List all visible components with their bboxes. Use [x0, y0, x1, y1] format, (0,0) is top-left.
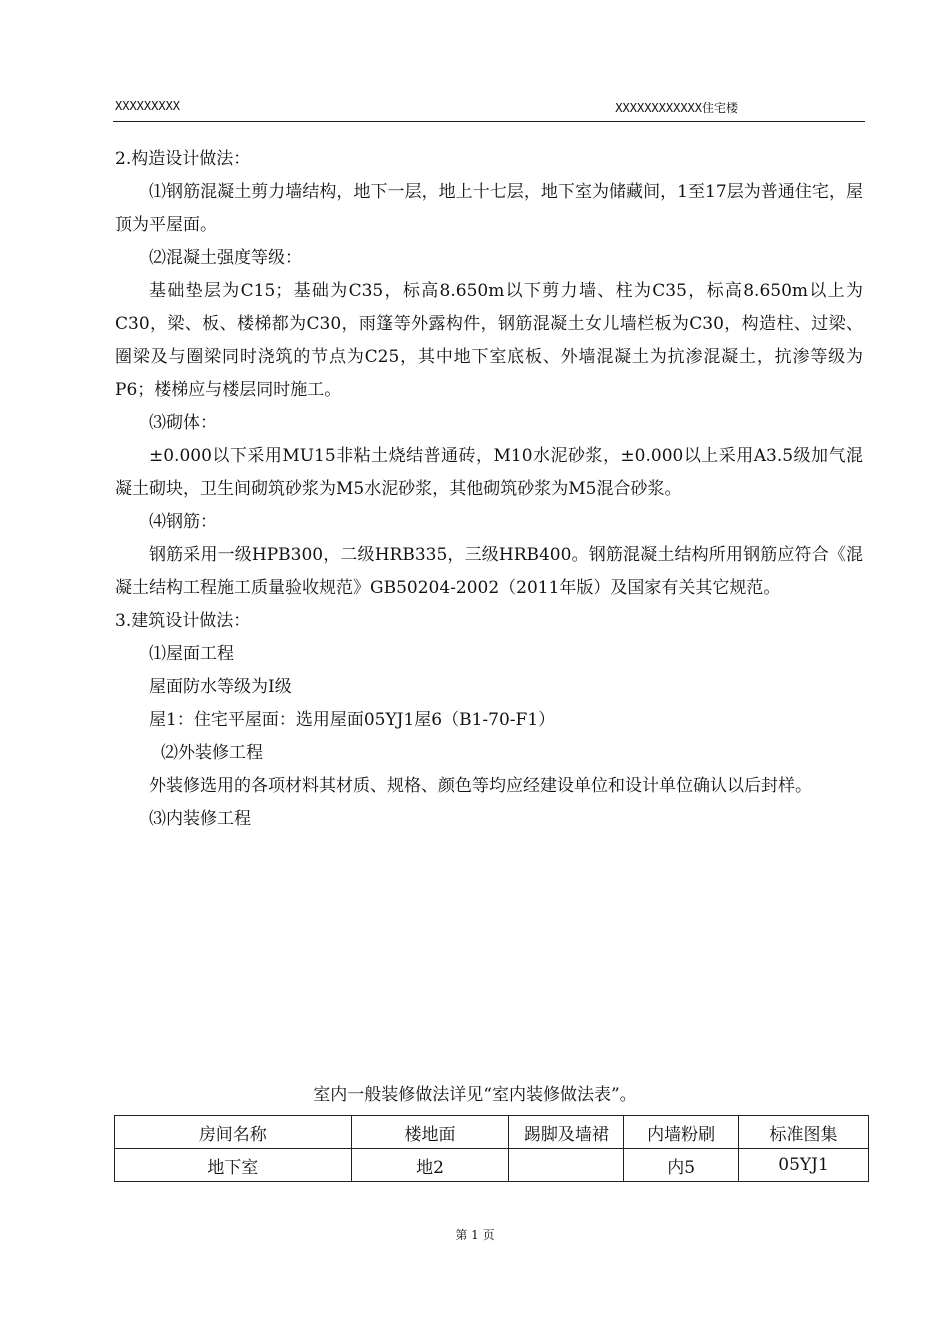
table-cell: 地下室 — [115, 1149, 352, 1182]
document-body — [115, 143, 863, 836]
table-header-cell: 房间名称 — [115, 1116, 352, 1149]
table-header-cell: 内墙粉刷 — [624, 1116, 739, 1149]
section-3-2-title: ⑵外装修工程 — [161, 743, 263, 763]
header-left-text: XXXXXXXXX — [115, 99, 181, 113]
section-3-1-title: ⑴屋面工程 — [149, 644, 234, 664]
table-header-cell: 楼地面 — [351, 1116, 509, 1149]
table-cell — [509, 1149, 624, 1182]
table-header-cell: 标准图集 — [739, 1116, 869, 1149]
section-2-1-paragraph: ⑴钢筋混凝土剪力墙结构，地下一层，地上十七层，地下室为储藏间，1至17层为普通住宅，屋顶为平屋面。 — [115, 182, 863, 235]
table-header-cell: 踢脚及墙裙 — [509, 1116, 624, 1149]
section-3-title: 3.建筑设计做法： — [115, 611, 251, 631]
section-2-title: 2.构造设计做法： — [115, 149, 251, 169]
table-caption: 室内一般装修做法详见“室内装修做法表”。 — [313, 1085, 637, 1105]
table-cell: 05YJ1 — [739, 1149, 869, 1182]
section-2-2-paragraph: 基础垫层为C15；基础为C35，标高8.650m以下剪力墙、柱为C35，标高8.650m以上为C30，梁、板、楼梯都为C30，雨篷等外露构件，钢筋混凝土女儿墙栏板为C30，构造柱、过梁、圈梁及与圈梁同时浇筑的节点为C25，其中地下室底板、外墙混凝土为抗渗混凝土，抗渗等级为P6；楼梯应与楼层同时施工。 — [115, 281, 863, 400]
table-header-row — [115, 1116, 869, 1149]
table-cell: 内5 — [624, 1149, 739, 1182]
section-2-4-title: ⑷钢筋： — [149, 512, 217, 532]
section-3-2-paragraph: 外装修选用的各项材料其材质、规格、颜色等均应经建设单位和设计单位确认以后封样。 — [149, 776, 812, 796]
header-right-text: XXXXXXXXXXXX住宅楼 — [615, 101, 738, 115]
section-2-2-title: ⑵混凝土强度等级： — [149, 248, 302, 268]
table-row — [115, 1149, 869, 1182]
section-2-3-title: ⑶砌体： — [149, 413, 217, 433]
section-3-1-grade: 屋面防水等级为Ⅰ级 — [149, 677, 292, 697]
section-3-3-title: ⑶内装修工程 — [149, 809, 251, 829]
interior-finish-table — [114, 1115, 869, 1182]
section-3-1-roof: 屋1：住宅平屋面：选用屋面05YJ1屋6（B1-70-F1） — [149, 710, 556, 730]
section-2-3-paragraph: ±0.000以下采用MU15非粘土烧结普通砖，M10水泥砂浆，±0.000以上采用A3.5级加气混凝土砌块，卫生间砌筑砂浆为M5水泥砂浆，其他砌筑砂浆为M5混合砂浆。 — [115, 446, 863, 499]
header-rule — [113, 121, 865, 122]
section-2-4-paragraph: 钢筋采用一级HPB300，二级HRB335，三级HRB400。钢筋混凝土结构所用钢筋应符合《混凝土结构工程施工质量验收规范》GB50204-2002（2011年版）及国家有关其它规范。 — [115, 545, 863, 598]
page-number: 第 1 页 — [455, 1228, 495, 1242]
table-cell: 地2 — [351, 1149, 509, 1182]
